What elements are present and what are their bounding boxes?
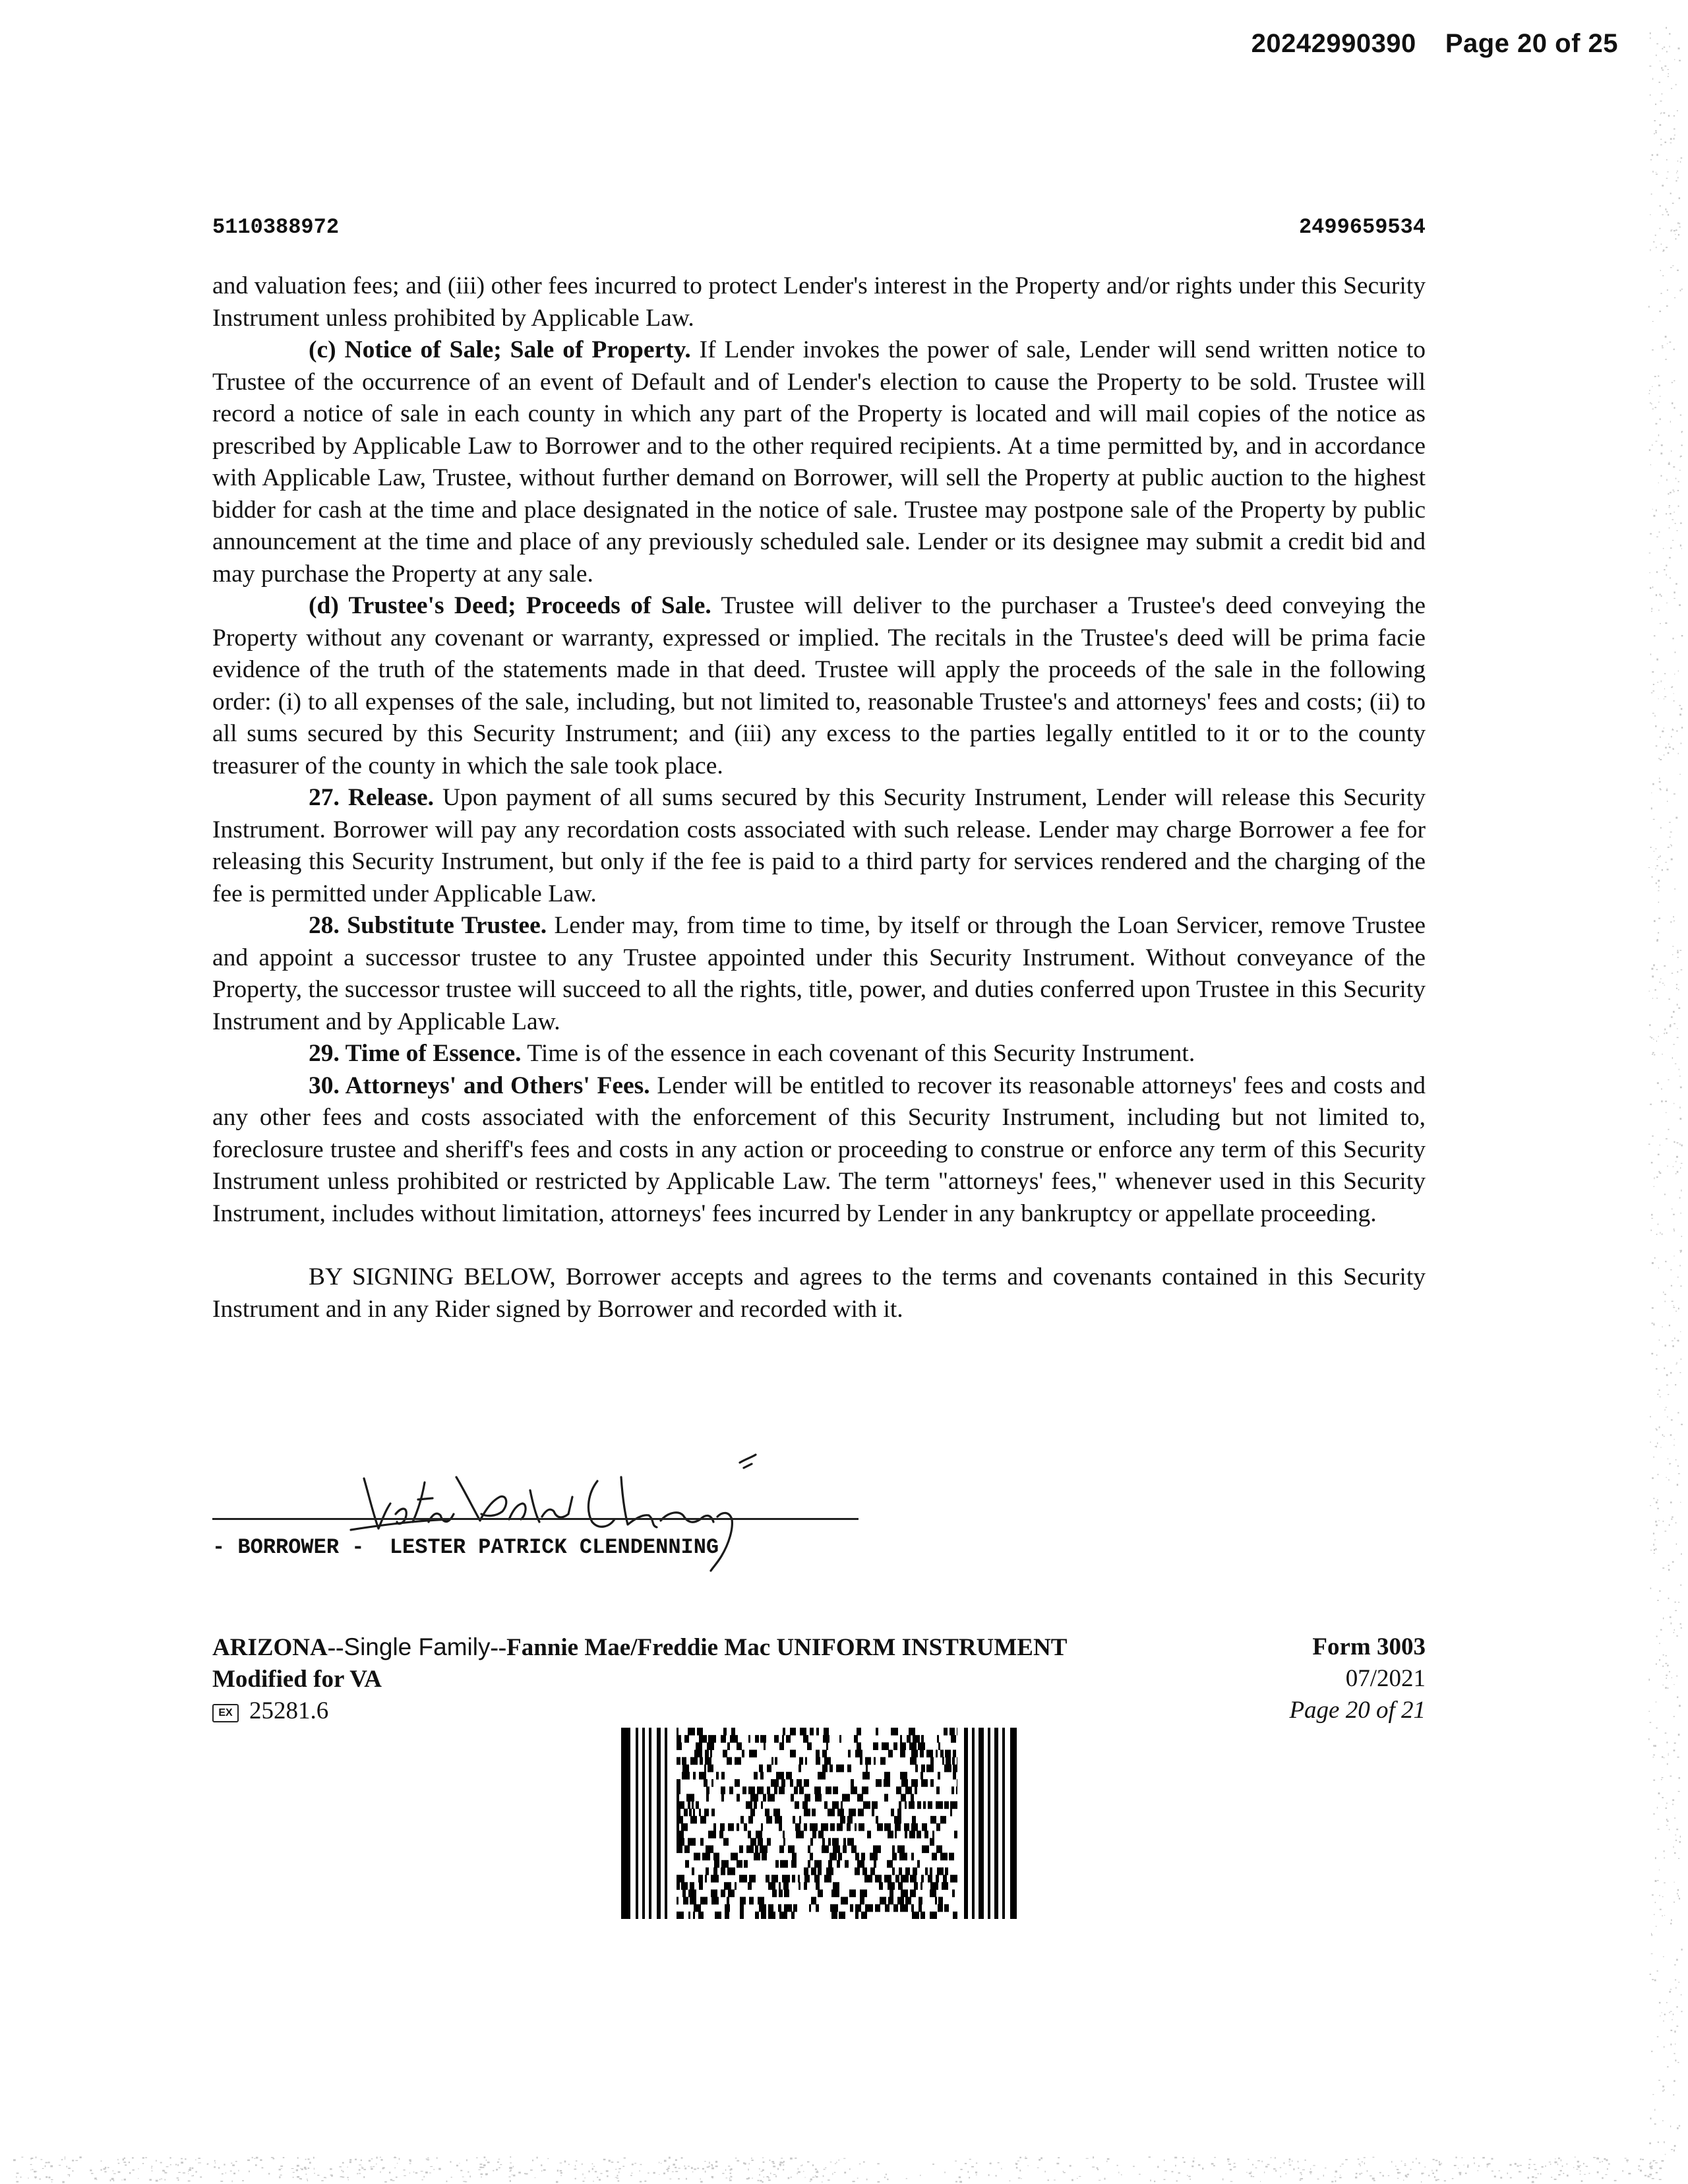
heading-release: 27. Release. [309,784,435,811]
form-footer-left [212,1631,1067,1727]
heading-substitute-trustee: 28. Substitute Trustee. [309,912,547,939]
loan-number-row [212,215,1426,239]
signature-block [212,1451,872,1583]
borrower-signature-label: - BORROWER - LESTER PATRICK CLENDENNING [212,1535,719,1560]
form-modified-line [212,1664,1067,1695]
recording-header [1251,29,1618,59]
paragraph-time-of-essence [212,1038,1426,1070]
form-state: ARIZONA [212,1634,328,1661]
paragraph-notice-of-sale [212,334,1426,590]
form-date: 07/2021 [1345,1665,1426,1692]
form-page: Page 20 of 21 [1289,1697,1426,1724]
pdf417-barcode-icon [621,1728,1017,1919]
paragraph-substitute-trustee [212,910,1426,1038]
recording-document-number: 20242990390 [1251,29,1416,58]
form-title-line [212,1631,1067,1664]
ellie-mae-ex-icon: EX [212,1704,239,1722]
form-separator: -- [327,1634,344,1661]
form-instrument: Fannie Mae/Freddie Mac UNIFORM INSTRUMENT [506,1634,1068,1661]
text-time-of-essence: Time is of the essence in each covenant of this Security Instrument. [521,1040,1195,1067]
heading-time-of-essence: 29. Time of Essence. [309,1040,522,1067]
heading-trustees-deed: (d) Trustee's Deed; Proceeds of Sale. [309,592,711,619]
loan-number-left: 5110388972 [212,215,340,239]
form-separator: -- [490,1634,507,1661]
heading-attorneys-fees: 30. Attorneys' and Others' Fees. [309,1072,650,1099]
form-code: 25281.6 [249,1697,329,1724]
paragraph-attorneys-fees [212,1070,1426,1230]
text-trustees-deed: Trustee will deliver to the purchaser a Trustee's deed conveying the Property without any covenant or warranty, expressed or implied. The recitals in the Trustee's deed will be prima facie evidence of the truth of the statements made in that deed. Trustee will apply the proceeds of the sale in the following order: (i) to all expenses of the sale, including, but not limited to, reasonable Trustee's and attorneys' fees and costs; (ii) to all sums secured by this Security Instrument; and (iii) any excess to the parties legally entitled to it or to the county treasurer of the county in which the sale took place. [212,592,1426,779]
text-attorneys-fees: Lender will be entitled to recover its reasonable attorneys' fees and costs and any other fees and costs associated with the enforcement of this Security Instrument, including but not limited to, foreclosure trustee and sheriff's fees and costs in any action or proceeding to construe or enforce any term of this Security Instrument unless prohibited or restricted by Applicable Law. The term "attorneys' fees," whenever used in this Security Instrument, includes without limitation, attorneys' fees incurred by Lender in any bankruptcy or appellate proceeding. [212,1072,1426,1227]
text-release: Upon payment of all sums secured by this Security Instrument, Lender will release this Security Instrument. Borrower will pay any recordation costs associated with such release. Lender may charge Borrower a fee for releasing this Security Instrument, but only if the fee is paid to a third party for services rendered and the charging of the fee is permitted under Applicable Law. [212,784,1426,907]
form-family-type: Single Family [344,1633,491,1660]
signature-line [212,1518,859,1520]
paragraph-release [212,782,1426,910]
recording-page-label: Page 20 of 25 [1445,29,1618,58]
heading-notice-of-sale: (c) Notice of Sale; Sale of Property. [309,336,691,363]
form-footer-right [1289,1631,1426,1726]
paragraph-signing-statement: BY SIGNING BELOW, Borrower accepts and agrees to the terms and covenants contained in this Security Instrument and in any Rider signed by Borrower and recorded with it. [212,1263,1426,1323]
form-modified: Modified for VA [212,1666,382,1693]
document-body [212,270,1426,1325]
loan-number-right: 2499659534 [1298,215,1426,239]
text-substitute-trustee: Lender may, from time to time, by itself or through the Loan Servicer, remove Trustee and appoint a successor trustee to any Trustee appointed under this Security Instrument. Without conveyance of the Property, the successor trustee will succeed to all the rights, title, power, and duties conferred upon Trustee in this Security Instrument and by Applicable Law. [212,912,1426,1035]
form-number: Form 3003 [1312,1633,1426,1660]
text-notice-of-sale: If Lender invokes the power of sale, Lender will send written notice to Trustee of the occurrence of an event of Default and of Lender's election to cause the Property to be sold. Trustee will record a notice of sale in each county in which any part of the Property is located and will mail copies of the notice as prescribed by Applicable Law to Borrower and to the other required recipients. At a time permitted by, and in accordance with Applicable Law, Trustee, without further demand on Borrower, will sell the Property at public auction to the highest bidder for cash at the time and place designated in the notice of sale. Trustee may postpone sale of the Property by public announcement at the time and place of any previously scheduled sale. Lender or its designee may submit a credit bid and may purchase the Property at any sale. [212,336,1426,588]
paragraph-continuation: and valuation fees; and (iii) other fees incurred to protect Lender's interest in the Property and/or rights under this Security Instrument unless prohibited by Applicable Law. [212,272,1426,332]
form-code-line [212,1695,1067,1727]
paragraph-trustees-deed [212,590,1426,782]
